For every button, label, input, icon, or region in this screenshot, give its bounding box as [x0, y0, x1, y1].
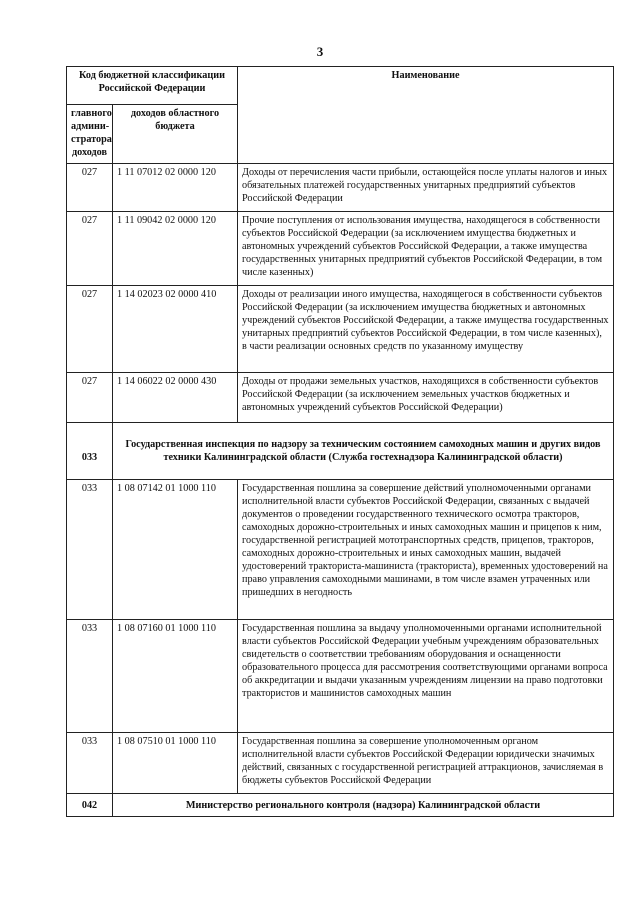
- page-number: 3: [316, 44, 324, 59]
- section-row: [67, 423, 614, 480]
- income-code-cell: 1 14 06022 02 0000 430: [113, 373, 238, 423]
- table-row: [67, 480, 614, 620]
- header-budget-code-group: Код бюджетной классификации Российской Федерации: [67, 67, 238, 105]
- header-name: Наименование: [238, 67, 614, 164]
- table-row: [67, 620, 614, 733]
- income-code-cell: 1 08 07510 01 1000 110: [113, 733, 238, 794]
- table-row: [67, 164, 614, 212]
- income-name-cell: Государственная пошлина за выдачу уполномоченными органами исполнительной власти субъектов Российской Федерации учебным учреждениям образовательных свидетельств о соответствии требованиям оборудования и оснащенности образовательного процесса для рассмотрения соответствующими органами вопроса об аккредитации и выдачи указанным учреждениям лицензии на право подготовки трактористов и машинистов самоходных машин: [238, 620, 614, 733]
- admin-code-cell: 042: [67, 794, 113, 817]
- admin-code-cell: 027: [67, 373, 113, 423]
- admin-code-cell: 027: [67, 286, 113, 373]
- admin-code-cell: 033: [67, 620, 113, 733]
- income-name-cell: Государственная пошлина за совершение уполномоченным органом исполнительной власти субъектов Российской Федерации юридически значимых действий, связанных с государственной регистрацией аттракционов, зачисляемая в бюджеты субъектов Российской Федерации: [238, 733, 614, 794]
- table-row: [67, 212, 614, 286]
- table-body: [67, 164, 614, 817]
- income-code-cell: 1 08 07142 01 1000 110: [113, 480, 238, 620]
- admin-code-cell: 033: [67, 423, 113, 480]
- table-row: [67, 733, 614, 794]
- income-code-cell: 1 11 07012 02 0000 120: [113, 164, 238, 212]
- income-code-cell: 1 11 09042 02 0000 120: [113, 212, 238, 286]
- income-name-cell: Доходы от продажи земельных участков, находящихся в собственности субъектов Российской Федерации (за исключением земельных участков бюджетных и автономных учреждений субъектов Российской Федерации): [238, 373, 614, 423]
- income-code-cell: 1 08 07160 01 1000 110: [113, 620, 238, 733]
- admin-code-cell: 027: [67, 212, 113, 286]
- admin-code-cell: 033: [67, 733, 113, 794]
- header-admin: главного админи-стратора доходов: [67, 105, 113, 164]
- table-row: [67, 286, 614, 373]
- section-title: Государственная инспекция по надзору за техническим состоянием самоходных машин и других видов техники Калининградской области (Служба гостехнадзора Калининградской области): [113, 423, 614, 480]
- income-name-cell: Государственная пошлина за совершение действий уполномоченными органами исполнительной власти субъектов Российской Федерации, связанных с выдачей документов о проведении государственного технического осмотра тракторов, самоходных дорожно-строительных и иных самоходных машин и прицепов к ним, государственной регистрацией мототранспортных средств, прицепов, тракторов, самоходных дорожно-строительных и иных самоходных машин, выдачей удостоверений тракториста-машиниста (тракториста), временных удостоверений на право управления самоходными машинами, в том числе взамен утраченных или пришедших в негодность: [238, 480, 614, 620]
- header-income-code: доходов областного бюджета: [113, 105, 238, 164]
- section-row: [67, 794, 614, 817]
- income-code-cell: 1 14 02023 02 0000 410: [113, 286, 238, 373]
- section-title: Министерство регионального контроля (надзора) Калининградской области: [113, 794, 614, 817]
- admin-code-cell: 033: [67, 480, 113, 620]
- income-name-cell: Доходы от перечисления части прибыли, остающейся после уплаты налогов и иных обязательных платежей государственных унитарных предприятий субъектов Российской Федерации: [238, 164, 614, 212]
- income-name-cell: Прочие поступления от использования имущества, находящегося в собственности субъектов Российской Федерации (за исключением имущества бюджетных и автономных учреждений субъектов Российской Федерации, а также имущества государственных унитарных предприятий субъектов Российской Федерации, в том числе казенных): [238, 212, 614, 286]
- admin-code-cell: 027: [67, 164, 113, 212]
- table-header: [67, 67, 614, 164]
- budget-classification-table: [66, 66, 614, 817]
- income-name-cell: Доходы от реализации иного имущества, находящегося в собственности субъектов Российской Федерации (за исключением имущества бюджетных и автономных учреждений субъектов Российской Федерации, а также имущества государственных унитарных предприятий субъектов Российской Федерации, в том числе казенных), в части реализации основных средств по указанному имуществу: [238, 286, 614, 373]
- table-row: [67, 373, 614, 423]
